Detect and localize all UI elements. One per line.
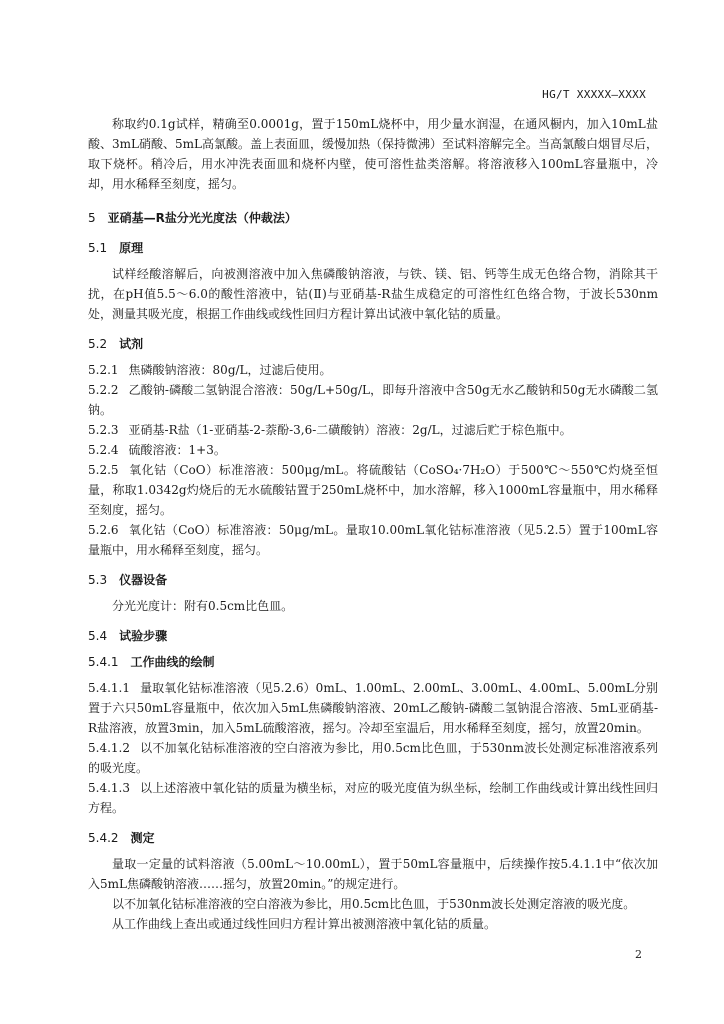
curve-step-item xyxy=(88,738,658,778)
reagent-item xyxy=(88,460,658,520)
item-number: 5.2.2 xyxy=(88,383,119,397)
measurement-paragraph: 以不加氧化钴标准溶液的空白溶液为参比，用0.5cm比色皿，于530nm波长处测定溶液的吸光度。 xyxy=(112,897,636,911)
section-5-4-2-heading xyxy=(88,828,658,848)
item-text: 量取氧化钴标准溶液（见5.2.6）0mL、1.00mL、2.00mL、3.00mL、4.00mL、5.00mL分别置于六只50mL容量瓶中，依次加入5mL焦磷酸钠溶液、20mL乙酸钠-磷酸二氢钠混合溶液、5mL亚硝基-R盐溶液，放置3min，加入5mL硫酸溶液，摇匀。冷却至室温后，用水稀释至刻度，摇匀，放置20min。 xyxy=(88,681,658,735)
section-number: 5.2 xyxy=(88,337,108,351)
item-number: 5.4.1.3 xyxy=(88,781,130,795)
section-title: 亚硝基—R盐分光光度法（仲裁法） xyxy=(107,211,297,225)
section-5-4-1-heading xyxy=(88,652,658,672)
item-text: 硫酸溶液：1+3。 xyxy=(128,443,226,457)
section-title: 试剂 xyxy=(119,337,144,351)
section-title: 试验步骤 xyxy=(119,629,168,643)
reagent-item xyxy=(88,440,658,460)
measurement-paragraph: 量取一定量的试料溶液（5.00mL～10.00mL），置于50mL容量瓶中，后续操作按5.4.1.1中“依次加入5mL焦磷酸钠溶液……摇匀，放置20min。”的规定进行。 xyxy=(88,857,658,891)
reagent-item xyxy=(88,520,658,560)
item-text: 亚硝基-R盐（1-亚硝基-2-萘酚-3,6-二磺酸钠）溶液：2g/L，过滤后贮于棕色瓶中。 xyxy=(128,423,572,437)
section-number: 5.4.2 xyxy=(88,831,119,845)
reagent-item xyxy=(88,380,658,420)
section-number: 5.4.1 xyxy=(88,655,119,669)
section-5-2-heading xyxy=(88,334,658,354)
section-number: 5.1 xyxy=(88,241,108,255)
apparatus-paragraph: 分光光度计：附有0.5cm比色皿。 xyxy=(112,599,294,613)
reagent-item xyxy=(88,360,658,380)
section-5-4-heading xyxy=(88,626,658,646)
section-number: 5 xyxy=(88,211,96,225)
section-title: 仪器设备 xyxy=(119,573,168,587)
item-number: 5.2.4 xyxy=(88,443,119,457)
document-code-header: HG/T XXXXX—XXXX xyxy=(542,88,646,101)
intro-paragraph: 称取约0.1g试样，精确至0.0001g，置于150mL烧杯中，用少量水润湿，在通风橱内，加入10mL盐酸、3mL硝酸、5mL高氯酸。盖上表面皿，缓慢加热（保持微沸）至试料溶解完全。当高氯酸白烟冒尽后，取下烧杯。稍冷后，用水冲洗表面皿和烧杯内壁，使可溶性盐类溶解。将溶液移入100mL容量瓶中，冷却，用水稀释至刻度，摇匀。 xyxy=(88,117,658,191)
item-text: 氧化钴（CoO）标准溶液：50μg/mL。量取10.00mL氧化钴标准溶液（见5.2.5）置于100mL容量瓶中，用水稀释至刻度，摇匀。 xyxy=(88,523,658,557)
item-text: 焦磷酸钠溶液：80g/L，过滤后使用。 xyxy=(128,363,332,377)
item-text: 以不加氧化钴标准溶液的空白溶液为参比，用0.5cm比色皿，于530nm波长处测定标准溶液系列的吸光度。 xyxy=(88,741,658,775)
item-number: 5.4.1.2 xyxy=(88,741,130,755)
item-number: 5.2.3 xyxy=(88,423,119,437)
item-number: 5.4.1.1 xyxy=(88,681,130,695)
item-text: 氧化钴（CoO）标准溶液：500μg/mL。将硫酸钴（CoSO₄·7H₂O）于500℃～550℃灼烧至恒量，称取1.0342g灼烧后的无水硫酸钴置于250mL烧杯中，加水溶解，移入1000mL容量瓶中，用水稀释至刻度，摇匀。 xyxy=(88,463,658,517)
section-title: 测定 xyxy=(130,831,155,845)
item-text: 以上述溶液中氧化钴的质量为横坐标，对应的吸光度值为纵坐标，绘制工作曲线或计算出线性回归方程。 xyxy=(88,781,658,815)
item-text: 乙酸钠-磷酸二氢钠混合溶液：50g/L+50g/L，即每升溶液中含50g无水乙酸钠和50g无水磷酸二氢钠。 xyxy=(88,383,658,417)
curve-step-item xyxy=(88,678,658,738)
item-number: 5.2.1 xyxy=(88,363,119,377)
section-number: 5.4 xyxy=(88,629,108,643)
section-5-1-heading xyxy=(88,238,658,258)
section-5-3-heading xyxy=(88,570,658,590)
section-title: 原理 xyxy=(119,241,144,255)
principle-paragraph: 试样经酸溶解后，向被测溶液中加入焦磷酸钠溶液，与铁、镁、铝、钙等生成无色络合物，消除其干扰，在pH值5.5～6.0的酸性溶液中，钴(Ⅱ)与亚硝基-R盐生成稳定的可溶性红色络合物，于波长530nm处，测量其吸光度，根据工作曲线或线性回归方程计算出试液中氧化钴的质量。 xyxy=(88,267,658,321)
item-number: 5.2.5 xyxy=(88,463,119,477)
curve-step-item xyxy=(88,778,658,818)
item-number: 5.2.6 xyxy=(88,523,119,537)
section-number: 5.3 xyxy=(88,573,108,587)
reagent-item xyxy=(88,420,658,440)
document-body xyxy=(88,114,658,934)
section-5-heading xyxy=(88,208,658,228)
page-number: 2 xyxy=(635,948,642,961)
measurement-paragraph: 从工作曲线上查出或通过线性回归方程计算出被测溶液中氧化钴的质量。 xyxy=(112,917,497,931)
section-title: 工作曲线的绘制 xyxy=(130,655,215,669)
